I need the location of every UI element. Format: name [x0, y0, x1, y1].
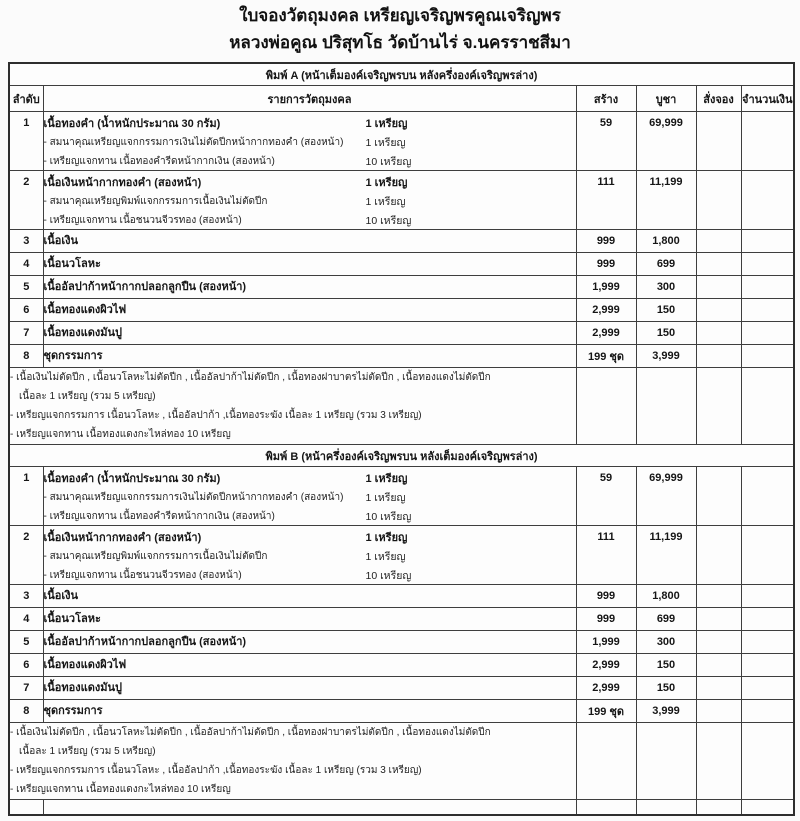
item-label: เนื้อทองคำ (น้ำหนักประมาณ 30 กรัม): [43, 118, 221, 130]
item-label: เนื้อเงิน: [43, 235, 79, 247]
made-count: 2,999: [576, 299, 636, 322]
item-qty: 1 เหรียญ: [365, 473, 408, 485]
item-name-line: [44, 634, 576, 650]
notes-cell: [9, 368, 576, 445]
column-header-0: ลำดับ: [9, 86, 43, 112]
row-item: [43, 654, 576, 677]
price-value: 1,800: [636, 585, 696, 608]
row-index: 4: [9, 253, 43, 276]
note-line: - เหรียญแจกทาน เนื้อทองแดงกะไหล่ทอง 10 เหรียญ: [10, 784, 231, 795]
notes-empty-cell: [636, 723, 696, 800]
row-index: 8: [9, 345, 43, 368]
amount-fill-cell: [741, 608, 794, 631]
table-row: [9, 467, 794, 526]
order-fill-cell: [696, 654, 741, 677]
price-value: 11,199: [636, 171, 696, 230]
item-label: เนื้ออัลปาก้าหน้ากากปลอกลูกปืน (สองหน้า): [43, 636, 247, 648]
price-value: 150: [636, 322, 696, 345]
row-item: [43, 112, 576, 171]
table-row: [9, 276, 794, 299]
made-count: 59: [576, 467, 636, 526]
item-subqty: 1 เหรียญ: [365, 196, 406, 208]
item-label: เนื้อทองแดงมันปู: [43, 682, 122, 694]
price-value: 11,199: [636, 526, 696, 585]
row-index: 6: [9, 299, 43, 322]
item-subqty: 1 เหรียญ: [365, 551, 406, 563]
row-index: 5: [9, 631, 43, 654]
item-subqty: 10 เหรียญ: [365, 511, 412, 523]
order-fill-cell: [696, 322, 741, 345]
item-name-line: [44, 279, 576, 295]
row-index: 3: [9, 585, 43, 608]
made-count: 199 ชุด: [576, 345, 636, 368]
page-header: [0, 2, 800, 56]
order-fill-cell: [696, 299, 741, 322]
made-count: 999: [576, 230, 636, 253]
notes-empty-cell: [636, 368, 696, 445]
item-subline: [44, 549, 576, 565]
row-item: [43, 276, 576, 299]
price-value: 1,800: [636, 230, 696, 253]
price-value: 300: [636, 631, 696, 654]
row-item: [43, 526, 576, 585]
row-index: 2: [9, 171, 43, 230]
item-label: เนื้อเงินหน้ากากทองคำ (สองหน้า): [43, 532, 202, 544]
page-subtitle: หลวงพ่อคูณ ปริสุทโธ วัดบ้านไร่ จ.นครราชสีมา: [229, 33, 571, 52]
table-row: [9, 654, 794, 677]
item-name-line: [44, 471, 576, 487]
row-item: [43, 800, 576, 815]
row-index: 6: [9, 654, 43, 677]
table-row: [9, 299, 794, 322]
item-sublabel: - สมนาคุณเหรียญแจกกรรมการเงินไม่ตัดปีกหน้ากากทองคำ (สองหน้า): [43, 137, 344, 148]
notes-empty-cell: [576, 723, 636, 800]
column-header-row: [9, 86, 794, 112]
row-item: [43, 677, 576, 700]
made-count: 2,999: [576, 654, 636, 677]
made-count: 59: [576, 112, 636, 171]
notes-row: [9, 723, 794, 800]
price-value: 3,999: [636, 345, 696, 368]
item-subqty: 10 เหรียญ: [365, 156, 412, 168]
note-line: เนื้อละ 1 เหรียญ (รวม 5 เหรียญ): [19, 391, 156, 402]
order-fill-cell: [696, 526, 741, 585]
row-index: 4: [9, 608, 43, 631]
made-count: 2,999: [576, 677, 636, 700]
order-fill-cell: [696, 467, 741, 526]
table-row: [9, 253, 794, 276]
item-label: ชุดกรรมการ: [43, 350, 103, 362]
row-item: [43, 230, 576, 253]
row-item: [43, 467, 576, 526]
row-index: 7: [9, 322, 43, 345]
price-value: 150: [636, 654, 696, 677]
price-value: 69,999: [636, 112, 696, 171]
row-index: [9, 800, 43, 815]
order-fill-cell: [696, 585, 741, 608]
notes-cell: [9, 723, 576, 800]
price-value: 3,999: [636, 700, 696, 723]
made-count: 1,999: [576, 631, 636, 654]
section-header-row: [9, 63, 794, 86]
row-item: [43, 585, 576, 608]
row-index: 8: [9, 700, 43, 723]
item-name-line: [44, 657, 576, 673]
amount-fill-cell: [741, 345, 794, 368]
item-subline: [44, 194, 576, 210]
table-row: [9, 230, 794, 253]
item-name-line: [44, 256, 576, 272]
row-index: 1: [9, 467, 43, 526]
amount-fill-cell: [741, 112, 794, 171]
table-row: [9, 526, 794, 585]
item-label: เนื้อนวโลหะ: [43, 613, 101, 625]
item-subline: [44, 490, 576, 506]
note-line: - เนื้อเงินไม่ตัดปีก , เนื้อนวโลหะไม่ตัดปีก , เนื้ออัลปาก้าไม่ตัดปีก , เนื้อทองฝาบาตรไม่ตัดปีก , เนื้อทองแดงไม่ตัดปีก: [10, 372, 491, 383]
item-subqty: 10 เหรียญ: [365, 570, 412, 582]
empty-cell: [696, 800, 741, 815]
section-header-row: [9, 445, 794, 467]
item-subqty: 1 เหรียญ: [365, 492, 406, 504]
order-fill-cell: [696, 631, 741, 654]
table-row: [9, 112, 794, 171]
empty-cell: [636, 800, 696, 815]
item-label: เนื้อเงิน: [43, 590, 79, 602]
notes-empty-cell: [696, 368, 741, 445]
table-row: [9, 677, 794, 700]
order-fill-cell: [696, 112, 741, 171]
made-count: 999: [576, 253, 636, 276]
item-name-line: [44, 175, 576, 191]
note-line: - เหรียญแจกกรรมการ เนื้อนวโลหะ , เนื้ออัลปาก้า ,เนื้อทองระฆัง เนื้อละ 1 เหรียญ (รวม 3 เหรียญ): [10, 410, 422, 421]
amount-fill-cell: [741, 322, 794, 345]
table-row: [9, 345, 794, 368]
note-line: - เหรียญแจกกรรมการ เนื้อนวโลหะ , เนื้ออัลปาก้า ,เนื้อทองระฆัง เนื้อละ 1 เหรียญ (รวม 3 เหรียญ): [10, 765, 422, 776]
item-label: เนื้อทองแดงมันปู: [43, 327, 122, 339]
column-header-1: รายการวัตถุมงคล: [43, 86, 576, 112]
note-line: - เนื้อเงินไม่ตัดปีก , เนื้อนวโลหะไม่ตัดปีก , เนื้ออัลปาก้าไม่ตัดปีก , เนื้อทองฝาบาตรไม่ตัดปีก , เนื้อทองแดงไม่ตัดปีก: [10, 727, 491, 738]
item-sublabel: - เหรียญแจกทาน เนื้อทองคำรีดหน้ากากเงิน (สองหน้า): [43, 511, 275, 522]
price-value: 699: [636, 253, 696, 276]
made-count: 999: [576, 608, 636, 631]
table-row: [9, 171, 794, 230]
empty-cell: [576, 800, 636, 815]
order-fill-cell: [696, 230, 741, 253]
item-qty: 1 เหรียญ: [365, 532, 408, 544]
item-sublabel: - สมนาคุณเหรียญพิมพ์แจกกรรมการเนื้อเงินไม่ตัดปีก: [43, 551, 268, 562]
row-index: 7: [9, 677, 43, 700]
order-fill-cell: [696, 253, 741, 276]
amount-fill-cell: [741, 654, 794, 677]
note-line: เนื้อละ 1 เหรียญ (รวม 5 เหรียญ): [19, 746, 156, 757]
item-name-line: [44, 588, 576, 604]
made-count: 999: [576, 585, 636, 608]
page-title: ใบจองวัตถุมงคล เหรียญเจริญพรคูณเจริญพร: [239, 6, 561, 25]
notes-empty-cell: [696, 723, 741, 800]
column-header-5: จำนวนเงิน: [741, 86, 794, 112]
item-subline: [44, 568, 576, 584]
order-fill-cell: [696, 171, 741, 230]
row-item: [43, 345, 576, 368]
item-label: เนื้อทองคำ (น้ำหนักประมาณ 30 กรัม): [43, 473, 221, 485]
row-index: 3: [9, 230, 43, 253]
order-fill-cell: [696, 345, 741, 368]
notes-empty-cell: [576, 368, 636, 445]
item-label: เนื้อทองแดงผิวไฟ: [43, 304, 127, 316]
order-fill-cell: [696, 677, 741, 700]
price-value: 300: [636, 276, 696, 299]
notes-empty-cell: [741, 368, 794, 445]
row-index: 5: [9, 276, 43, 299]
amount-fill-cell: [741, 585, 794, 608]
row-index: 2: [9, 526, 43, 585]
note-line: - เหรียญแจกทาน เนื้อทองแดงกะไหล่ทอง 10 เหรียญ: [10, 429, 231, 440]
item-sublabel: - เหรียญแจกทาน เนื้อชนวนจีวรทอง (สองหน้า): [43, 570, 242, 581]
item-qty: 1 เหรียญ: [365, 118, 408, 130]
partial-next-row: [9, 800, 794, 815]
item-qty: 1 เหรียญ: [365, 177, 408, 189]
made-count: 2,999: [576, 322, 636, 345]
notes-empty-cell: [741, 723, 794, 800]
amount-fill-cell: [741, 677, 794, 700]
section-header-label: พิมพ์ A (หน้าเต็มองค์เจริญพรบน หลังครึ่งองค์เจริญพรล่าง): [9, 63, 794, 86]
item-name-line: [44, 233, 576, 249]
made-count: 111: [576, 171, 636, 230]
row-item: [43, 171, 576, 230]
item-name-line: [44, 703, 576, 719]
made-count: 199 ชุด: [576, 700, 636, 723]
item-name-line: [44, 348, 576, 364]
row-item: [43, 253, 576, 276]
item-subqty: 1 เหรียญ: [365, 137, 406, 149]
price-value: 150: [636, 299, 696, 322]
item-name-line: [44, 302, 576, 318]
item-label: เนื้อทองแดงผิวไฟ: [43, 659, 127, 671]
item-sublabel: - เหรียญแจกทาน เนื้อชนวนจีวรทอง (สองหน้า): [43, 215, 242, 226]
amount-fill-cell: [741, 631, 794, 654]
item-subline: [44, 135, 576, 151]
row-item: [43, 299, 576, 322]
notes-row: [9, 368, 794, 445]
made-count: 111: [576, 526, 636, 585]
row-item: [43, 322, 576, 345]
item-subline: [44, 154, 576, 170]
column-header-4: สั่งจอง: [696, 86, 741, 112]
table-row: [9, 700, 794, 723]
item-subqty: 10 เหรียญ: [365, 215, 412, 227]
item-label: เนื้อนวโลหะ: [43, 258, 101, 270]
item-label: เนื้อเงินหน้ากากทองคำ (สองหน้า): [43, 177, 202, 189]
row-item: [43, 608, 576, 631]
made-count: 1,999: [576, 276, 636, 299]
item-sublabel: - เหรียญแจกทาน เนื้อทองคำรีดหน้ากากเงิน (สองหน้า): [43, 156, 275, 167]
row-item: [43, 700, 576, 723]
item-label: ชุดกรรมการ: [43, 705, 103, 717]
amount-fill-cell: [741, 276, 794, 299]
order-fill-cell: [696, 276, 741, 299]
row-index: 1: [9, 112, 43, 171]
price-value: 699: [636, 608, 696, 631]
amount-fill-cell: [741, 700, 794, 723]
amount-fill-cell: [741, 171, 794, 230]
item-subline: [44, 213, 576, 229]
item-name-line: [44, 116, 576, 132]
item-sublabel: - สมนาคุณเหรียญแจกกรรมการเงินไม่ตัดปีกหน้ากากทองคำ (สองหน้า): [43, 492, 344, 503]
item-subline: [44, 509, 576, 525]
table-row: [9, 631, 794, 654]
table-row: [9, 608, 794, 631]
item-label: เนื้ออัลปาก้าหน้ากากปลอกลูกปืน (สองหน้า): [43, 281, 247, 293]
amount-fill-cell: [741, 230, 794, 253]
section-header-label: พิมพ์ B (หน้าครึ่งองค์เจริญพรบน หลังเต็มองค์เจริญพรล่าง): [9, 445, 794, 467]
item-name-line: [44, 325, 576, 341]
order-table: [8, 62, 795, 816]
amount-fill-cell: [741, 253, 794, 276]
column-header-2: สร้าง: [576, 86, 636, 112]
item-sublabel: - สมนาคุณเหรียญพิมพ์แจกกรรมการเนื้อเงินไม่ตัดปีก: [43, 196, 268, 207]
amount-fill-cell: [741, 467, 794, 526]
table-row: [9, 322, 794, 345]
item-name-line: [44, 680, 576, 696]
item-name-line: [44, 611, 576, 627]
order-fill-cell: [696, 700, 741, 723]
amount-fill-cell: [741, 526, 794, 585]
price-value: 150: [636, 677, 696, 700]
amount-fill-cell: [741, 299, 794, 322]
row-item: [43, 631, 576, 654]
empty-cell: [741, 800, 794, 815]
item-name-line: [44, 530, 576, 546]
price-value: 69,999: [636, 467, 696, 526]
order-fill-cell: [696, 608, 741, 631]
table-row: [9, 585, 794, 608]
column-header-3: บูชา: [636, 86, 696, 112]
